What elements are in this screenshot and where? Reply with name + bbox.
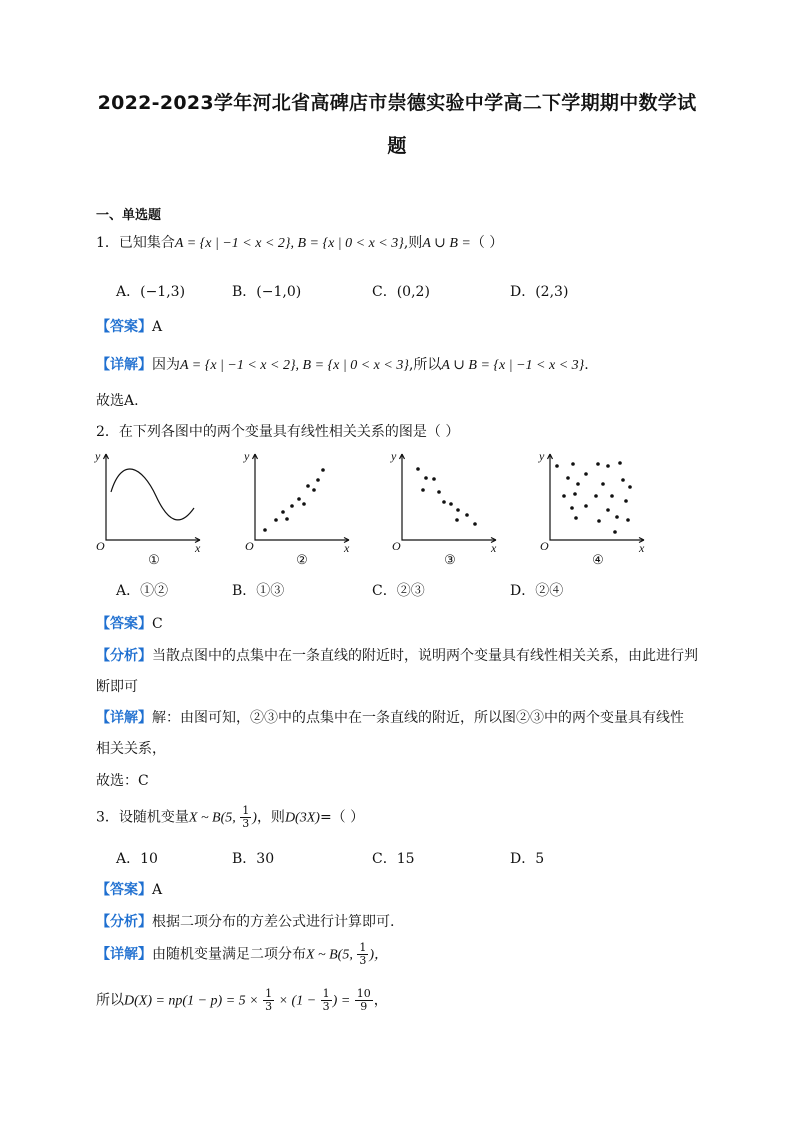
graph2-axes <box>255 454 349 540</box>
q3-variance-math: D(X) = np(1 − p) = 5 × <box>124 993 263 1009</box>
graph4-arrows <box>548 454 645 543</box>
q3-detail-frac-den: 3 <box>359 954 367 967</box>
q3-stem-math: X ~ B(5, <box>188 810 240 826</box>
answer-tag: 【答案】 <box>96 882 152 898</box>
graph3-origin: O <box>392 539 401 553</box>
q3-frac-den: 3 <box>242 817 250 830</box>
q3-answer-line <box>96 880 162 900</box>
graph4-x-label: x <box>639 541 645 555</box>
q2-detail-line2: 相关关系， <box>96 741 166 757</box>
q3-variance-end: ， <box>373 992 388 1009</box>
q3-frac-num: 1 <box>242 804 250 817</box>
q3-stem-close: ) <box>252 810 257 826</box>
answer-tag: 【答案】 <box>96 319 152 335</box>
q3-detail-line <box>96 942 388 967</box>
analysis-tag: 【分析】 <box>96 648 152 664</box>
q2-analysis-text1: 当散点图中的点集中在一条直线的附近时，说明两个变量具有线性相关关系，由此进行判 <box>152 648 698 664</box>
graph2-arrows <box>253 454 350 543</box>
q2-conclusion: 故选：C <box>96 773 149 789</box>
q1-answer: A <box>152 319 163 335</box>
q3-analysis-line <box>96 912 394 932</box>
detail-tag: 【详解】 <box>96 946 152 963</box>
q3-stem <box>96 805 364 830</box>
q3-variance-frac1-num: 1 <box>265 987 273 1000</box>
q3-detail-prefix: 由随机变量满足二项分布 <box>152 946 306 963</box>
q3-detail-frac-num: 1 <box>359 941 367 954</box>
q3-option-a: A．10 <box>116 851 158 867</box>
q3-stem-fraction <box>240 805 251 830</box>
graph4-caption: ④ <box>592 552 604 567</box>
graph1-axes <box>106 454 200 540</box>
q3-variance-result <box>355 988 373 1013</box>
q1-detail-prefix: 因为 <box>152 357 180 373</box>
graph2-caption: ② <box>296 552 308 567</box>
q1-detail-line <box>96 355 589 376</box>
q2-answer-line <box>96 614 163 634</box>
graph1-curve <box>111 469 194 520</box>
q1-stem-suffix: （ ） <box>470 235 504 251</box>
q1-detail-math: A = {x | −1 < x < 2}, B = {x | 0 < x < 3} <box>180 358 409 373</box>
q2-answer: C <box>152 616 163 632</box>
q1-stem-math: A = {x | −1 < x < 2}, B = {x | 0 < x < 3} <box>174 236 404 251</box>
graph3-points <box>416 467 477 526</box>
graph1-y-label: y <box>95 449 101 463</box>
graph2-x-label: x <box>344 541 350 555</box>
graph1-origin: O <box>96 539 105 553</box>
analysis-tag: 【分析】 <box>96 914 152 930</box>
graph4-y-label: y <box>539 449 545 463</box>
q1-conclusion: 故选A. <box>96 393 139 409</box>
q2-analysis-line1 <box>96 646 698 666</box>
graph3-axes <box>402 454 496 540</box>
q1-option-a: A．(−1,3) <box>116 284 186 300</box>
q1-detail-end: . <box>584 357 589 373</box>
page-title-continued: 题 <box>387 135 407 157</box>
q2-graphs <box>90 448 670 572</box>
q3-variance-mid: × (1 − <box>275 993 320 1009</box>
q3-answer: A <box>152 882 163 898</box>
q3-detail-close: )， <box>369 947 389 963</box>
q3-stem-mid: ，则 <box>256 809 285 826</box>
graph2-origin: O <box>245 539 254 553</box>
q3-detail-fraction <box>357 942 368 967</box>
q3-stem-suffix: =（ ） <box>319 809 365 826</box>
q3-variance-result-num: 10 <box>356 987 371 1000</box>
q1-option-c: C．(0,2) <box>372 284 430 300</box>
q1-stem <box>96 233 503 254</box>
graph1-caption: ① <box>148 552 160 567</box>
q1-option-b: B．(−1,0) <box>232 284 302 300</box>
q1-stem-mid: ,则 <box>403 235 423 251</box>
q2-stem: 2．在下列各图中的两个变量具有线性相关关系的图是（ ） <box>96 424 460 440</box>
q3-analysis-text: 根据二项分布的方差公式进行计算即可. <box>152 914 395 930</box>
graph3-y-label: y <box>391 449 397 463</box>
graph2-points <box>263 468 325 532</box>
q3-option-b: B．30 <box>232 851 275 867</box>
graph3-caption: ③ <box>444 552 456 567</box>
q3-option-d: D．5 <box>510 851 545 867</box>
q3-variance-frac2-num: 1 <box>322 987 330 1000</box>
q2-option-d: D．②④ <box>510 583 564 599</box>
detail-tag: 【详解】 <box>96 357 152 373</box>
section-heading: 一、单选题 <box>96 208 162 223</box>
q3-variance-frac1-den: 3 <box>265 1000 273 1013</box>
detail-tag: 【详解】 <box>96 710 152 726</box>
q2-option-b: B．①③ <box>232 583 285 599</box>
q1-detail-mid: ,所以 <box>408 357 442 373</box>
graph2-y-label: y <box>244 449 250 463</box>
q1-stem-prefix: 1．已知集合 <box>96 235 175 251</box>
q2-detail-text1: 解：由图可知，②③中的点集中在一条直线的附近，所以图②③中的两个变量具有线性 <box>152 710 684 726</box>
q3-variance-frac2 <box>321 988 332 1013</box>
graph1-x-label: x <box>195 541 201 555</box>
q3-variance-frac1 <box>263 988 274 1013</box>
q2-option-c: C．②③ <box>372 583 425 599</box>
graph3-arrows <box>400 454 497 543</box>
q3-detail-math: X ~ B(5, <box>306 947 357 963</box>
graph4-points <box>555 461 632 534</box>
q2-analysis-line2: 断即可 <box>96 679 138 695</box>
q1-answer-line <box>96 317 162 337</box>
q3-stem-prefix: 3．设随机变量 <box>96 809 189 826</box>
graph1-arrows <box>104 454 201 543</box>
page-title: 2022-2023学年河北省高碑店市崇德实验中学高二下学期期中数学试 <box>97 92 697 114</box>
q2-detail-line1 <box>96 708 684 728</box>
q1-option-d: D．(2,3) <box>510 284 569 300</box>
q1-stem-math2: A ∪ B = <box>422 236 471 251</box>
graph3-x-label: x <box>491 541 497 555</box>
q3-stem-math2: D(3X) <box>284 810 320 826</box>
q1-detail-math2: A ∪ B = {x | −1 < x < 3} <box>441 358 585 373</box>
q3-variance-prefix: 所以 <box>96 992 124 1009</box>
q2-option-a: A．①② <box>116 583 169 599</box>
q3-variance-line <box>96 988 388 1013</box>
q3-variance-result-den: 9 <box>360 1000 368 1013</box>
q3-variance-close: ) = <box>332 993 354 1009</box>
q3-variance-frac2-den: 3 <box>322 1000 330 1013</box>
q3-option-c: C．15 <box>372 851 415 867</box>
graph4-origin: O <box>540 539 549 553</box>
answer-tag: 【答案】 <box>96 616 152 632</box>
